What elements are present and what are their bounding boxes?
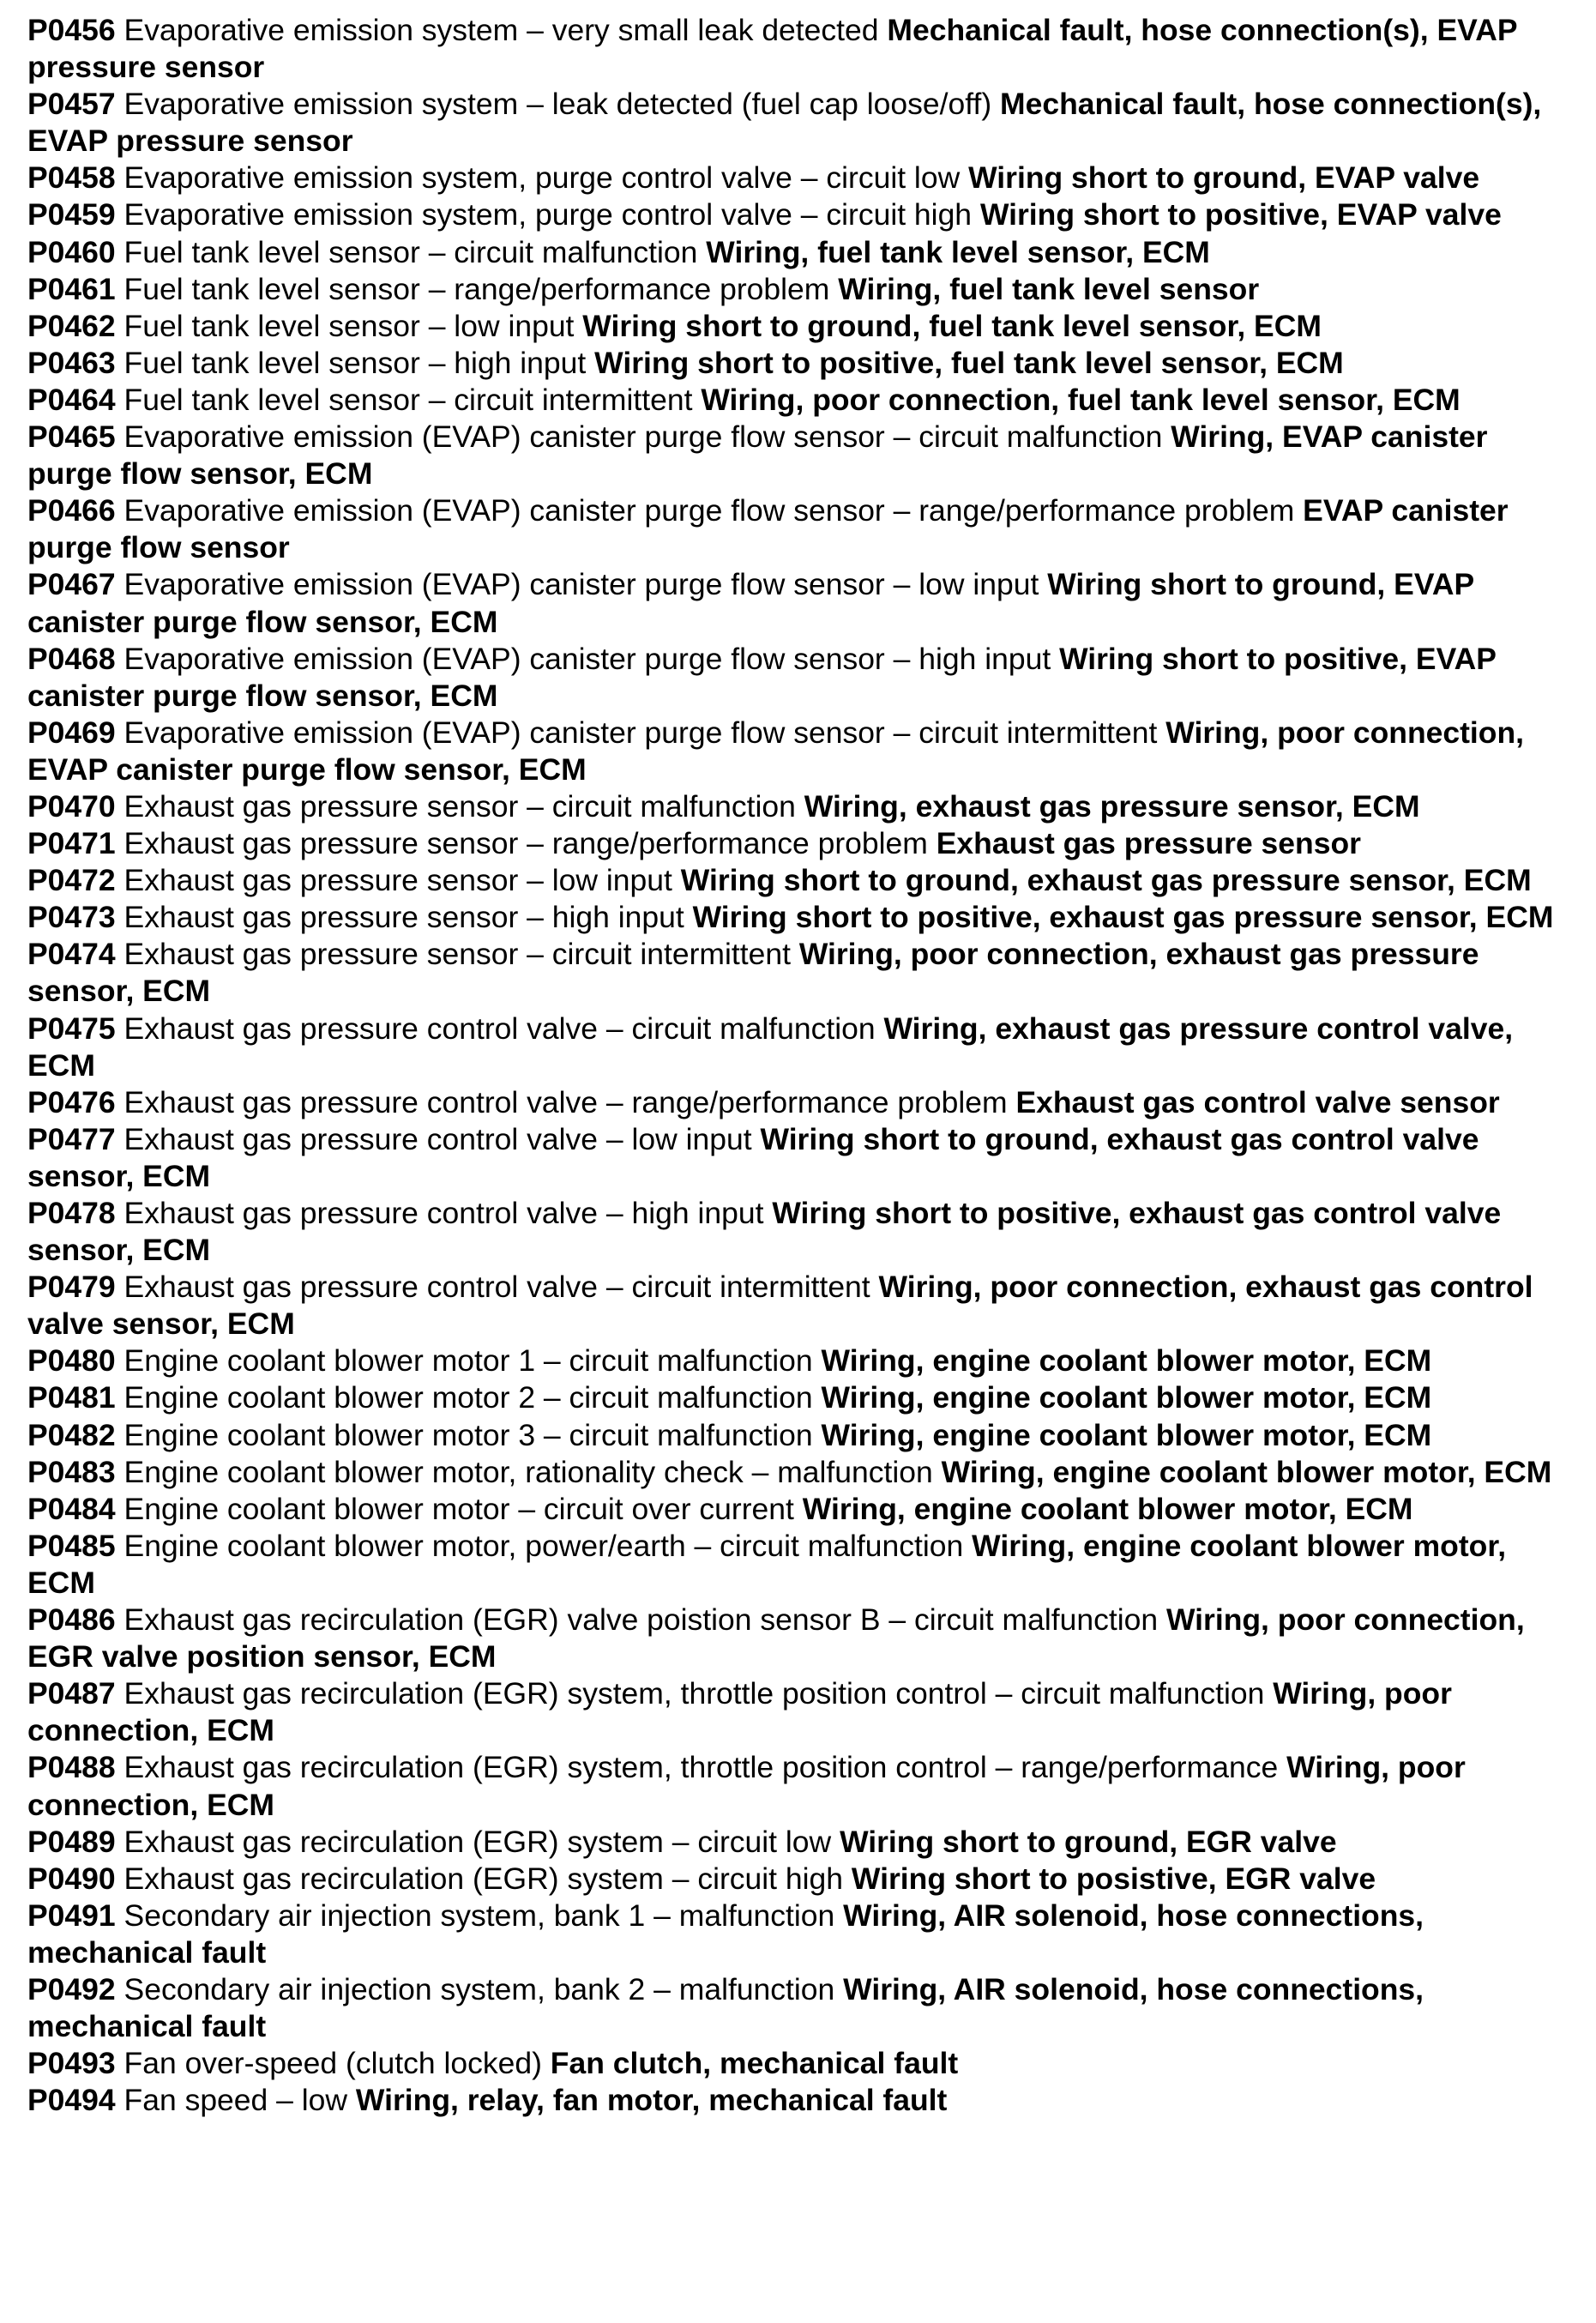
dtc-code: P0462: [27, 308, 116, 343]
dtc-description: Exhaust gas pressure sensor – circuit malfunction: [123, 788, 796, 824]
dtc-probable-cause: Wiring short to ground, EVAP canister purge flow sensor, ECM: [27, 567, 1474, 639]
dtc-entry: [27, 234, 1571, 271]
dtc-description: Engine coolant blower motor, rationality check – malfunction: [123, 1454, 933, 1489]
dtc-probable-cause: Wiring short to positive, exhaust gas pressure sensor, ECM: [692, 900, 1554, 935]
dtc-description: Evaporative emission (EVAP) canister purge flow sensor – high input: [123, 641, 1051, 676]
dtc-description: Engine coolant blower motor, power/earth – circuit malfunction: [123, 1528, 964, 1563]
dtc-description: Evaporative emission system, purge control valve – circuit high: [123, 197, 973, 232]
dtc-description: Evaporative emission (EVAP) canister purge flow sensor – circuit malfunction: [123, 419, 1163, 455]
dtc-code: P0466: [27, 493, 116, 528]
dtc-entry: [27, 382, 1571, 419]
dtc-code: P0481: [27, 1380, 116, 1415]
dtc-entry: [27, 1269, 1571, 1343]
dtc-description: Evaporative emission (EVAP) canister purge flow sensor – circuit intermittent: [123, 715, 1158, 750]
dtc-probable-cause: Wiring, engine coolant blower motor, ECM: [802, 1491, 1413, 1526]
dtc-entry: [27, 641, 1571, 715]
dtc-description: Exhaust gas recirculation (EGR) system, throttle position control – range/performance: [123, 1750, 1279, 1785]
dtc-probable-cause: Wiring short to ground, EGR valve: [840, 1824, 1337, 1859]
dtc-code: P0494: [27, 2083, 116, 2118]
dtc-description: Engine coolant blower motor 3 – circuit malfunction: [123, 1417, 813, 1452]
dtc-description: Secondary air injection system, bank 2 – malfunction: [123, 1971, 835, 2006]
dtc-code: P0478: [27, 1196, 116, 1230]
dtc-description: Exhaust gas recirculation (EGR) valve poistion sensor B – circuit malfunction: [123, 1602, 1159, 1638]
dtc-entry: [27, 936, 1571, 1010]
dtc-code: P0493: [27, 2046, 116, 2081]
dtc-description: Exhaust gas pressure control valve – circuit intermittent: [123, 1270, 870, 1305]
dtc-entry: [27, 308, 1571, 345]
dtc-code: P0490: [27, 1861, 116, 1896]
dtc-description: Exhaust gas pressure sensor – circuit intermittent: [123, 937, 791, 972]
dtc-description: Exhaust gas pressure sensor – high input: [123, 900, 684, 935]
dtc-description: Evaporative emission (EVAP) canister purge flow sensor – low input: [123, 567, 1039, 602]
dtc-entry: [27, 12, 1571, 86]
dtc-description: Evaporative emission (EVAP) canister purge flow sensor – range/performance problem: [123, 493, 1295, 528]
dtc-entry: [27, 1602, 1571, 1675]
dtc-probable-cause: Wiring, poor connection, EGR valve position sensor, ECM: [27, 1602, 1525, 1674]
dtc-code: P0491: [27, 1898, 116, 1933]
dtc-probable-cause: Wiring short to ground, EVAP valve: [968, 160, 1480, 196]
dtc-probable-cause: Wiring short to posistive, EGR valve: [851, 1861, 1376, 1896]
dtc-probable-cause: Wiring, exhaust gas pressure control valve, ECM: [27, 1011, 1514, 1083]
dtc-code: P0489: [27, 1824, 116, 1859]
dtc-code: P0465: [27, 419, 116, 455]
dtc-entry: [27, 1011, 1571, 1084]
dtc-code: P0477: [27, 1121, 116, 1156]
dtc-description: Exhaust gas pressure control valve – low input: [123, 1121, 752, 1156]
dtc-code: P0457: [27, 87, 116, 122]
dtc-description: Fuel tank level sensor – circuit intermittent: [123, 382, 693, 417]
dtc-entry: [27, 1454, 1571, 1491]
dtc-code: P0485: [27, 1528, 116, 1563]
dtc-probable-cause: Wiring, engine coolant blower motor, ECM: [821, 1380, 1432, 1415]
dtc-entry: [27, 419, 1571, 492]
dtc-entry: [27, 1121, 1571, 1195]
dtc-code: P0472: [27, 863, 116, 898]
dtc-code: P0488: [27, 1750, 116, 1785]
dtc-description: Evaporative emission system – leak detected (fuel cap loose/off): [123, 87, 992, 122]
dtc-code: P0456: [27, 13, 116, 47]
dtc-probable-cause: Mechanical fault, hose connection(s), EVAP pressure sensor: [27, 13, 1517, 85]
dtc-entry: [27, 2082, 1571, 2119]
dtc-description: Fan over-speed (clutch locked): [123, 2046, 542, 2081]
dtc-entry: [27, 788, 1571, 825]
dtc-entry: [27, 345, 1571, 382]
dtc-code: P0483: [27, 1454, 116, 1489]
dtc-code: P0482: [27, 1417, 116, 1452]
dtc-code: P0468: [27, 641, 116, 676]
dtc-description: Engine coolant blower motor 1 – circuit malfunction: [123, 1343, 813, 1379]
dtc-probable-cause: Wiring short to positive, EVAP valve: [979, 197, 1502, 232]
dtc-code: P0463: [27, 345, 116, 380]
dtc-entry: [27, 899, 1571, 936]
dtc-code: P0458: [27, 160, 116, 196]
dtc-description: Exhaust gas recirculation (EGR) system – circuit high: [123, 1861, 844, 1896]
dtc-probable-cause: Wiring, fuel tank level sensor: [838, 271, 1260, 306]
dtc-code: P0469: [27, 715, 116, 750]
dtc-entry: [27, 160, 1571, 196]
dtc-description: Fuel tank level sensor – circuit malfunction: [123, 234, 698, 269]
dtc-description: Fuel tank level sensor – high input: [123, 345, 587, 380]
dtc-probable-cause: Wiring, poor connection, exhaust gas pressure sensor, ECM: [27, 937, 1479, 1009]
dtc-entry: [27, 1417, 1571, 1454]
dtc-code: P0486: [27, 1602, 116, 1638]
dtc-entry: [27, 196, 1571, 233]
dtc-code: P0459: [27, 197, 116, 232]
dtc-code: P0471: [27, 826, 116, 861]
dtc-probable-cause: Wiring, AIR solenoid, hose connections, mechanical fault: [27, 1898, 1424, 1970]
dtc-probable-cause: Wiring, engine coolant blower motor, ECM: [821, 1417, 1432, 1452]
dtc-entry: [27, 86, 1571, 160]
dtc-code: P0475: [27, 1011, 116, 1046]
dtc-entry: [27, 2045, 1571, 2082]
dtc-description: Exhaust gas pressure sensor – range/performance problem: [123, 826, 928, 861]
dtc-probable-cause: Wiring, EVAP canister purge flow sensor, ECM: [27, 419, 1488, 492]
dtc-probable-cause: Mechanical fault, hose connection(s), EVAP pressure sensor: [27, 87, 1542, 159]
dtc-probable-cause: Wiring, fuel tank level sensor, ECM: [706, 234, 1210, 269]
dtc-code: P0461: [27, 271, 116, 306]
dtc-description: Exhaust gas pressure control valve – circuit malfunction: [123, 1011, 876, 1046]
dtc-description: Exhaust gas recirculation (EGR) system – circuit low: [123, 1824, 832, 1859]
dtc-code: P0487: [27, 1676, 116, 1711]
dtc-entry: [27, 1675, 1571, 1749]
dtc-entry: [27, 1528, 1571, 1602]
dtc-entry: [27, 1971, 1571, 2045]
dtc-description: Evaporative emission system – very small leak detected: [123, 13, 879, 47]
dtc-probable-cause: Wiring short to positive, EVAP canister purge flow sensor, ECM: [27, 641, 1497, 713]
dtc-entry: [27, 1084, 1571, 1121]
dtc-description: Engine coolant blower motor 2 – circuit malfunction: [123, 1380, 813, 1415]
dtc-code: P0464: [27, 382, 116, 417]
dtc-code: P0470: [27, 788, 116, 824]
dtc-probable-cause: Wiring, poor connection, ECM: [27, 1750, 1466, 1822]
dtc-description: Exhaust gas pressure sensor – low input: [123, 863, 672, 898]
dtc-entry: [27, 492, 1571, 566]
dtc-entry: [27, 862, 1571, 899]
dtc-code: P0474: [27, 937, 116, 972]
dtc-description: Fuel tank level sensor – range/performance problem: [123, 271, 830, 306]
dtc-probable-cause: Wiring, engine coolant blower motor, ECM: [941, 1454, 1552, 1489]
dtc-code: P0460: [27, 234, 116, 269]
dtc-code: P0467: [27, 567, 116, 602]
dtc-entry: [27, 1379, 1571, 1416]
dtc-code: P0492: [27, 1971, 116, 2006]
dtc-probable-cause: Wiring short to positive, exhaust gas control valve sensor, ECM: [27, 1196, 1502, 1268]
dtc-description: Evaporative emission system, purge control valve – circuit low: [123, 160, 961, 196]
dtc-description: Engine coolant blower motor – circuit over current: [123, 1491, 794, 1526]
dtc-probable-cause: Fan clutch, mechanical fault: [550, 2046, 959, 2081]
dtc-entry: [27, 566, 1571, 640]
dtc-description: Exhaust gas recirculation (EGR) system, throttle position control – circuit malfunction: [123, 1676, 1265, 1711]
dtc-probable-cause: Wiring short to ground, exhaust gas control valve sensor, ECM: [27, 1121, 1479, 1193]
dtc-probable-cause: Wiring, relay, fan motor, mechanical fault: [355, 2083, 948, 2118]
dtc-probable-cause: Wiring, AIR solenoid, hose connections, mechanical fault: [27, 1971, 1424, 2044]
dtc-code: P0476: [27, 1084, 116, 1119]
dtc-entry: [27, 1898, 1571, 1971]
dtc-code-list: [27, 12, 1571, 2119]
dtc-description: Secondary air injection system, bank 1 – malfunction: [123, 1898, 835, 1933]
dtc-description: Exhaust gas pressure control valve – high input: [123, 1196, 764, 1230]
dtc-code: P0479: [27, 1270, 116, 1305]
dtc-description: Fuel tank level sensor – low input: [123, 308, 575, 343]
dtc-entry: [27, 825, 1571, 862]
dtc-probable-cause: Wiring short to positive, fuel tank level sensor, ECM: [594, 345, 1344, 380]
dtc-probable-cause: Wiring, engine coolant blower motor, ECM: [27, 1528, 1507, 1600]
dtc-entry: [27, 1861, 1571, 1898]
dtc-probable-cause: Wiring, poor connection, ECM: [27, 1676, 1452, 1748]
dtc-probable-cause: Exhaust gas pressure sensor: [936, 826, 1361, 861]
dtc-probable-cause: Wiring short to ground, fuel tank level sensor, ECM: [582, 308, 1322, 343]
dtc-code: P0484: [27, 1491, 116, 1526]
dtc-code: P0473: [27, 900, 116, 935]
dtc-entry: [27, 271, 1571, 308]
dtc-probable-cause: EVAP canister purge flow sensor: [27, 493, 1509, 565]
dtc-probable-cause: Wiring short to ground, exhaust gas pressure sensor, ECM: [680, 863, 1532, 898]
dtc-entry: [27, 1824, 1571, 1861]
dtc-probable-cause: Exhaust gas control valve sensor: [1015, 1084, 1500, 1119]
dtc-probable-cause: Wiring, engine coolant blower motor, ECM: [821, 1343, 1432, 1379]
dtc-description: Exhaust gas pressure control valve – range/performance problem: [123, 1084, 1008, 1119]
dtc-probable-cause: Wiring, exhaust gas pressure sensor, ECM: [804, 788, 1420, 824]
dtc-description: Fan speed – low: [123, 2083, 348, 2118]
dtc-code: P0480: [27, 1343, 116, 1379]
dtc-entry: [27, 1195, 1571, 1269]
dtc-entry: [27, 1343, 1571, 1379]
dtc-probable-cause: Wiring, poor connection, fuel tank level sensor, ECM: [701, 382, 1460, 417]
dtc-probable-cause: Wiring, poor connection, exhaust gas control valve sensor, ECM: [27, 1270, 1533, 1342]
dtc-probable-cause: Wiring, poor connection, EVAP canister purge flow sensor, ECM: [27, 715, 1525, 787]
dtc-entry: [27, 1749, 1571, 1823]
dtc-entry: [27, 715, 1571, 788]
dtc-entry: [27, 1491, 1571, 1528]
